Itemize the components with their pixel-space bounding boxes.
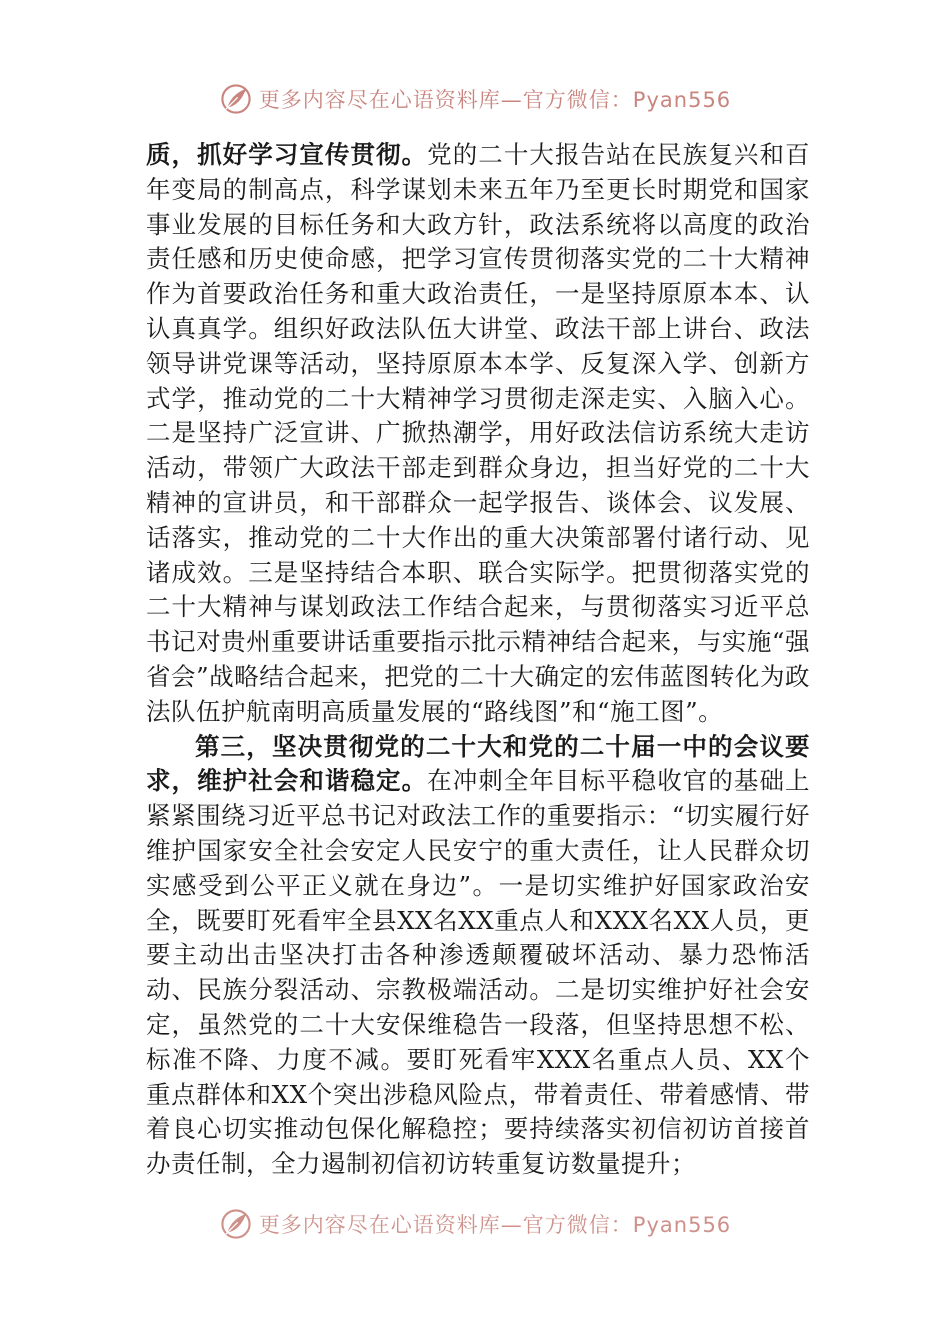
- watermark-banner-bottom: [0, 1207, 950, 1241]
- paragraph-1-heading: 质，抓好学习宣传贯彻。: [146, 140, 428, 169]
- paragraph-2: [146, 730, 810, 1182]
- watermark-text-top: 更多内容尽在心语资料库—官方微信：Pyan556: [258, 88, 732, 112]
- paragraph-1-text: 党的二十大报告站在民族复兴和百年变局的制高点，科学谋划未来五年乃至更长时期党和国家事业发展的目标任务和大政方针，政法系统将以高度的政治责任感和历史使命感，把学习宣传贯彻落实党的二十大精神作为首要政治任务和重大政治责任，一是坚持原原本本、认认真真学。组织好政法队伍大讲堂、政法干部上讲台、政法领导讲党课等活动，坚持原原本本学、反复深入学、创新方式学，推动党的二十大精神学习贯彻走深走实、入脑入心。二是坚持广泛宣讲、广掀热潮学，用好政法信访系统大走访活动，带领广大政法干部走到群众身边，担当好党的二十大精神的宣讲员，和干部群众一起学报告、谈体会、议发展、话落实，推动党的二十大作出的重大决策部署付诸行动、见诸成效。三是坚持结合本职、联合实际学。把贯彻落实党的二十大精神与谋划政法工作结合起来，与贯彻落实习近平总书记对贵州重要讲话重要指示批示精神结合起来，与实施“强省会”战略结合起来，把党的二十大确定的宏伟蓝图转化为政法队伍护航南明高质量发展的“路线图”和“施工图”。: [146, 140, 811, 726]
- watermark-banner-top: [0, 82, 950, 116]
- document-body: [146, 138, 810, 1182]
- paragraph-2-text: 在冲刺全年目标平稳收官的基础上紧紧围绕习近平总书记对政法工作的重要指示：“切实履行好维护国家安全社会安定人民安宁的重大责任，让人民群众切实感受到公平正义就在身边”。一是切实维护好国家政治安全，既要盯死看牢全县XX名XX重点人和XXX名XX人员，更要主动出击坚决打击各种渗透颠覆破坏活动、暴力恐怖活动、民族分裂活动、宗教极端活动。二是切实维护好社会安定，虽然党的二十大安保维稳告一段落，但坚持思想不松、标准不降、力度不减。要盯死看牢XXX名重点人员、XX个重点群体和XX个突出涉稳风险点，带着责任、带着感情、带着良心切实推动包保化解稳控；要持续落实初信初访首接首办责任制，全力遏制初信初访转重复访数量提升；: [146, 766, 811, 1179]
- paragraph-1: [146, 138, 810, 730]
- leaf-logo-icon: [219, 82, 253, 116]
- paragraph-2-heading: 第三，坚决贯彻党的二十大和党的二十届一中的会议要求，维护社会和谐稳定。: [146, 731, 810, 796]
- watermark-text-bottom: 更多内容尽在心语资料库—官方微信：Pyan556: [258, 1213, 732, 1237]
- leaf-logo-icon: [219, 1207, 253, 1241]
